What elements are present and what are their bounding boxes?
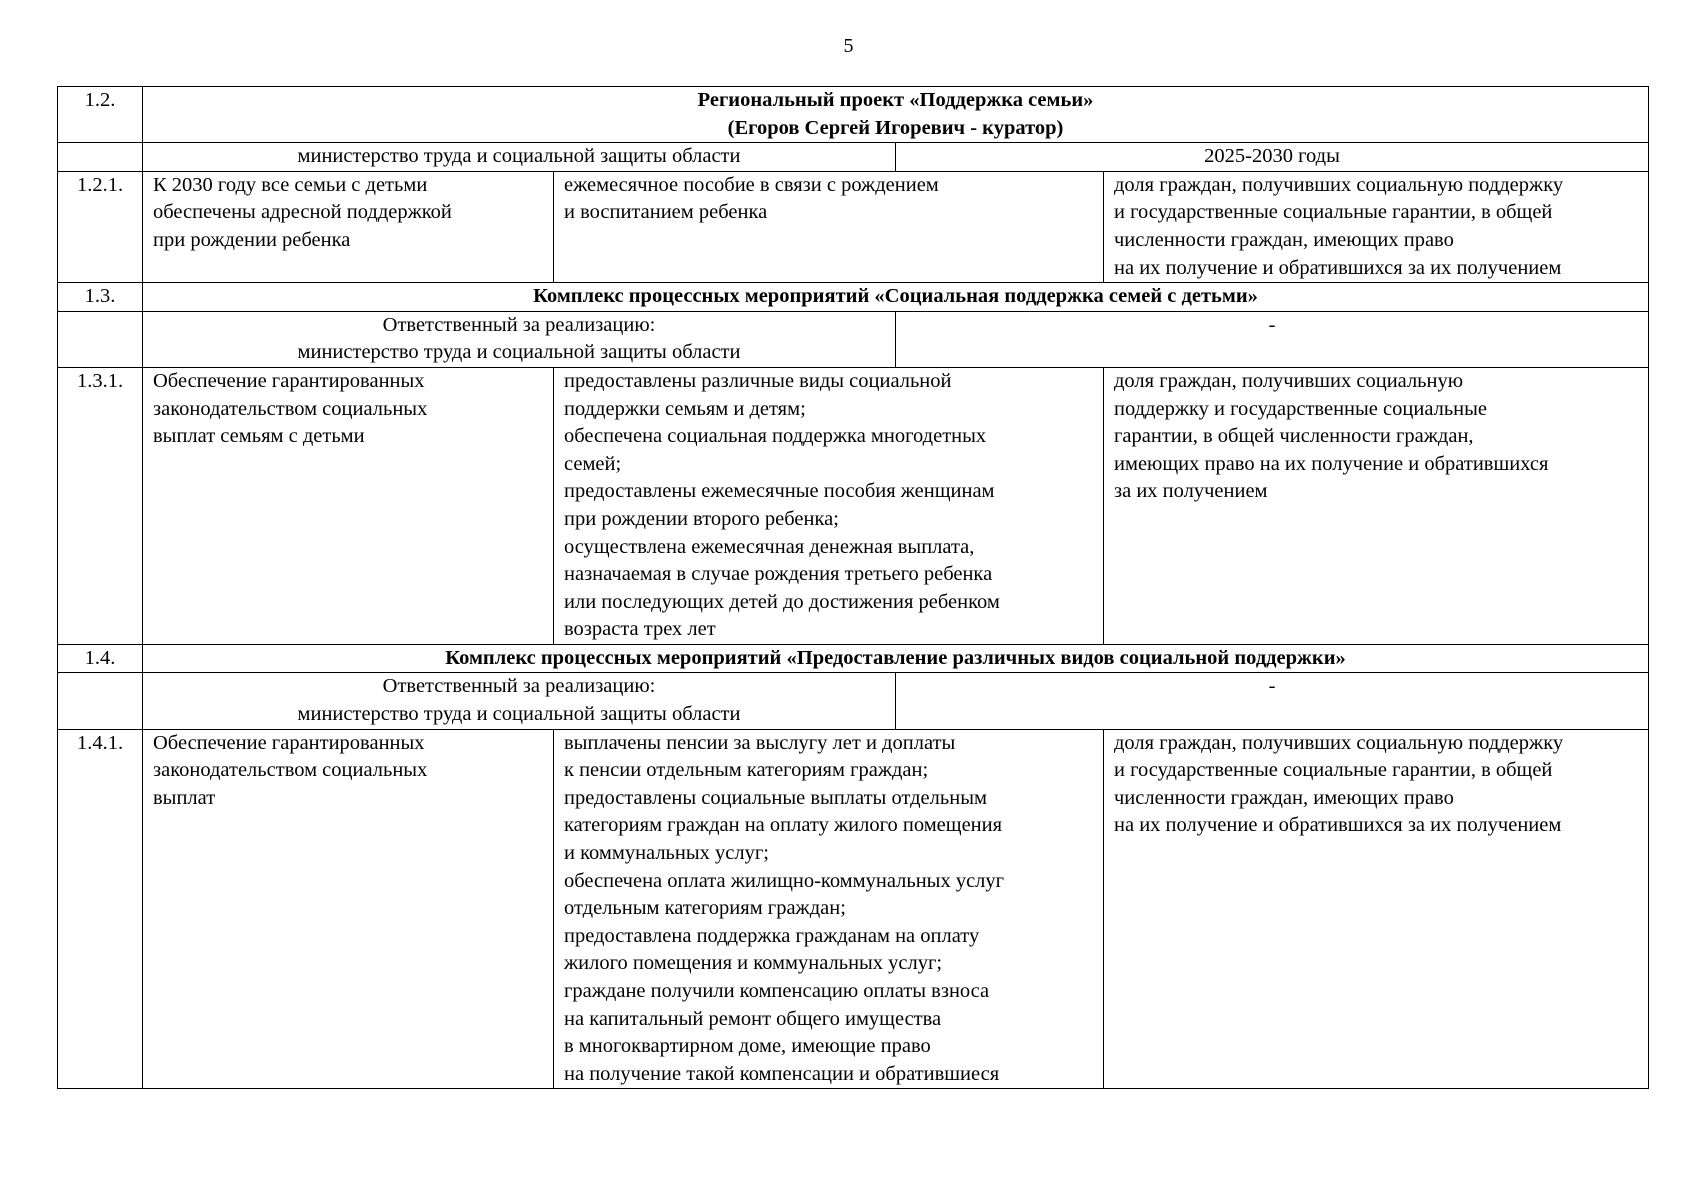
cell-line: на их получение и обратившихся за их получением [1114, 256, 1562, 279]
cell-line: выплачены пенсии за выслугу лет и доплаты [564, 731, 956, 754]
cell-line: за их получением [1114, 480, 1268, 503]
task-cell [143, 729, 554, 1089]
table-row [58, 644, 1649, 673]
table-row [58, 673, 1649, 729]
cell-line: доля граждан, получивших социальную поддержку [1114, 173, 1564, 196]
cell-line: и государственные социальные гарантии, в общей [1114, 201, 1553, 224]
cell-line: доля граждан, получивших социальную поддержку [1114, 731, 1564, 754]
cell-line: или последующих детей до достижения ребенком [564, 590, 1000, 613]
cell-line: законодательством социальных [153, 397, 428, 420]
cell-line: Обеспечение гарантированных [153, 369, 425, 392]
cell-line: ежемесячное пособие в связи с рождением [564, 173, 939, 196]
cell-line: поддержку и государственные социальные [1114, 397, 1488, 420]
indicator-cell [1104, 367, 1649, 644]
period-cell: 2025-2030 годы [896, 143, 1649, 172]
cell-line: осуществлена ежемесячная денежная выплата, [564, 535, 975, 558]
cell-line: предоставлены социальные выплаты отдельным [564, 786, 987, 809]
cell-line: законодательством социальных [153, 759, 428, 782]
cell-line: к пенсии отдельным категориям граждан; [564, 759, 929, 782]
responsible-label: Ответственный за реализацию: [382, 313, 656, 336]
table-row [58, 171, 1649, 282]
indicator-cell [1104, 171, 1649, 282]
result-cell [554, 729, 1104, 1089]
result-cell [554, 171, 1104, 282]
responsible-label: Ответственный за реализацию: [382, 675, 656, 698]
cell-line: выплат семьям с детьми [153, 425, 365, 448]
cell-line: предоставлена поддержка гражданам на оплату [564, 924, 980, 947]
cell-line: поддержки семьям и детям; [564, 397, 806, 420]
row-number: 1.4. [58, 644, 143, 673]
responsible-value: министерство труда и социальной защиты области [297, 341, 741, 364]
cell-line: выплат [153, 786, 216, 809]
cell-line: при рождении второго ребенка; [564, 507, 839, 530]
cell-line: на их получение и обратившихся за их получением [1114, 814, 1562, 837]
cell-line: К 2030 году все семьи с детьми [153, 173, 428, 196]
section-title: Комплекс процессных мероприятий «Предоставление различных видов социальной поддержки» [143, 644, 1649, 673]
cell-line: категориям граждан на оплату жилого помещения [564, 814, 1003, 837]
cell-line: при рождении ребенка [153, 228, 351, 251]
task-cell [143, 367, 554, 644]
table-row [58, 87, 1649, 143]
table-row [58, 283, 1649, 312]
cell-line: доля граждан, получивших социальную [1114, 369, 1464, 392]
cell-line: и государственные социальные гарантии, в общей [1114, 759, 1553, 782]
table-row [58, 311, 1649, 367]
cell-line: в многоквартирном доме, имеющие право [564, 1035, 931, 1058]
task-cell [143, 171, 554, 282]
cell-line: обеспечена социальная поддержка многодетных [564, 425, 987, 448]
table-row [58, 367, 1649, 644]
table-row [58, 729, 1649, 1089]
cell-line: на капитальный ремонт общего имущества [564, 1007, 942, 1030]
cell-line: отдельным категориям граждан; [564, 897, 846, 920]
section-title-line: Региональный проект «Поддержка семьи» [697, 89, 1094, 111]
empty-cell [58, 143, 143, 172]
row-number: 1.3. [58, 283, 143, 312]
empty-cell [58, 311, 143, 367]
cell-line: численности граждан, имеющих право [1114, 786, 1454, 809]
row-number: 1.2. [58, 87, 143, 143]
row-number: 1.2.1. [58, 171, 143, 282]
empty-cell [58, 673, 143, 729]
result-cell [554, 367, 1104, 644]
row-number: 1.3.1. [58, 367, 143, 644]
cell-line: и коммунальных услуг; [564, 842, 769, 865]
section-title: Комплекс процессных мероприятий «Социальная поддержка семей с детьми» [143, 283, 1649, 312]
cell-line: на получение такой компенсации и обратившиеся [564, 1062, 1000, 1085]
cell-line: назначаемая в случае рождения третьего ребенка [564, 563, 993, 586]
cell-line: обеспечена оплата жилищно-коммунальных услуг [564, 869, 1005, 892]
cell-line: возраста трех лет [564, 618, 716, 641]
cell-line: семей; [564, 452, 622, 475]
cell-line: граждане получили компенсацию оплаты взноса [564, 980, 990, 1002]
responsible-cell [143, 311, 896, 367]
page-number: 5 [843, 35, 854, 57]
cell-line: численности граждан, имеющих право [1114, 228, 1454, 251]
program-table [57, 86, 1649, 1089]
section-title-line: (Егоров Сергей Игоревич - куратор) [727, 116, 1064, 139]
cell-line: обеспечены адресной поддержкой [153, 201, 452, 224]
responsible-cell [143, 673, 896, 729]
cell-line: предоставлены ежемесячные пособия женщинам [564, 480, 995, 503]
row-number: 1.4.1. [58, 729, 143, 1089]
responsible-cell: министерство труда и социальной защиты области [143, 143, 896, 172]
cell-line: жилого помещения и коммунальных услуг; [564, 952, 943, 975]
cell-line: предоставлены различные виды социальной [564, 369, 952, 392]
indicator-cell [1104, 729, 1649, 1089]
responsible-value: министерство труда и социальной защиты области [297, 703, 741, 726]
section-title [143, 87, 1649, 143]
cell-line: и воспитанием ребенка [564, 201, 768, 224]
cell-line: имеющих право на их получение и обратившихся [1114, 452, 1549, 475]
table-row [58, 143, 1649, 172]
period-cell: - [896, 673, 1649, 729]
cell-line: гарантии, в общей численности граждан, [1114, 425, 1474, 448]
period-cell: - [896, 311, 1649, 367]
cell-line: Обеспечение гарантированных [153, 731, 425, 754]
